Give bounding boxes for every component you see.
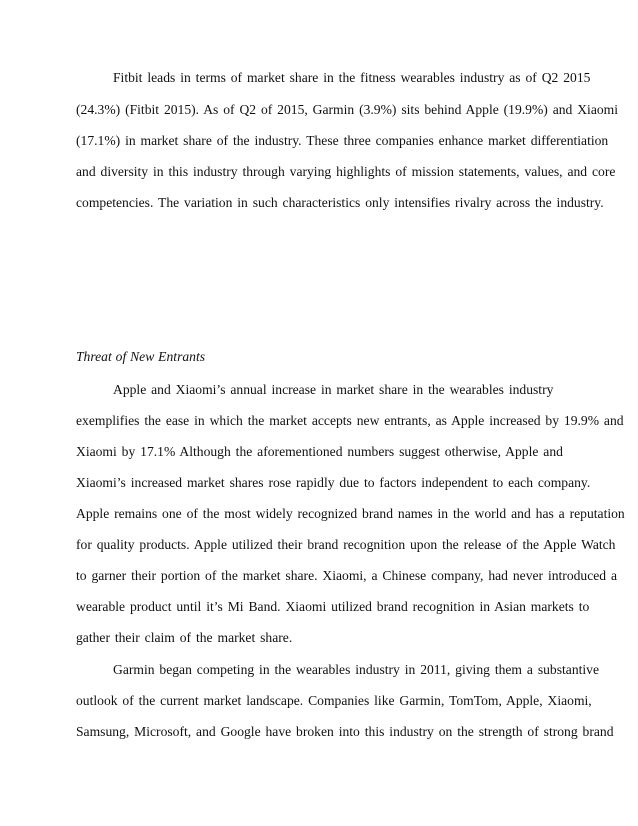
paragraph-line: wearable product until it’s Mi Band. Xiaomi utilized brand recognition in Asian markets to	[76, 599, 590, 614]
section-heading: Threat of New Entrants	[76, 349, 206, 364]
paragraph-line: (17.1%) in market share of the industry. These three companies enhance market differentiation	[76, 133, 609, 148]
paragraph-line: Samsung, Microsoft, and Google have broken into this industry on the strength of strong brand	[76, 724, 614, 739]
paragraph-line: to garner their portion of the market share. Xiaomi, a Chinese company, had never introduced a	[76, 568, 618, 583]
paragraph-line: competencies. The variation in such characteristics only intensifies rivalry across the industry.	[76, 195, 604, 210]
paragraph-line: exemplifies the ease in which the market accepts new entrants, as Apple increased by 19.9% and	[76, 413, 624, 428]
paragraph-line: gather their claim of the market share.	[76, 630, 293, 645]
paragraph-line: Apple and Xiaomi’s annual increase in market share in the wearables industry	[113, 382, 554, 397]
paragraph-line: Fitbit leads in terms of market share in the fitness wearables industry as of Q2 2015	[113, 70, 591, 85]
paragraph-line: Apple remains one of the most widely recognized brand names in the world and has a reputation	[76, 506, 625, 521]
paragraph-line: Xiaomi by 17.1% Although the aforementioned numbers suggest otherwise, Apple and	[76, 444, 563, 459]
paragraph-line: Garmin began competing in the wearables industry in 2011, giving them a substantive	[113, 662, 600, 677]
paragraph-line: for quality products. Apple utilized their brand recognition upon the release of the Apple Watch	[76, 537, 616, 552]
paragraph-line: and diversity in this industry through varying highlights of mission statements, values, and core	[76, 164, 616, 179]
paragraph-line: Xiaomi’s increased market shares rose rapidly due to factors independent to each company.	[76, 475, 591, 490]
paragraph-line: outlook of the current market landscape. Companies like Garmin, TomTom, Apple, Xiaomi,	[76, 693, 592, 708]
paragraph-line: (24.3%) (Fitbit 2015). As of Q2 of 2015, Garmin (3.9%) sits behind Apple (19.9%) and Xiaomi	[76, 102, 619, 117]
